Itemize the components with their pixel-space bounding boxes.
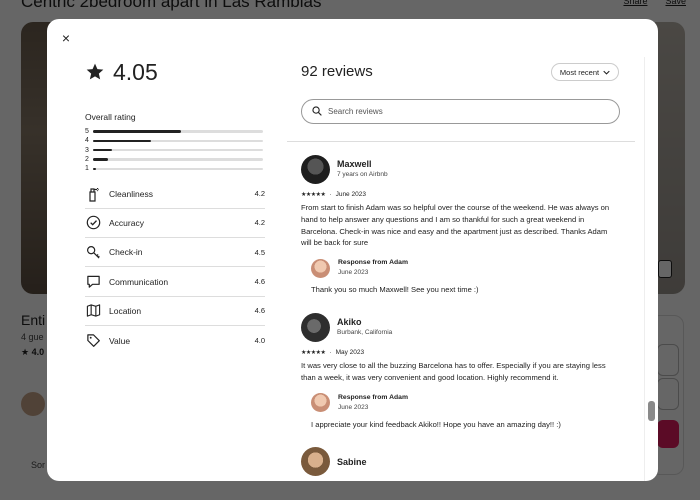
review-meta	[301, 347, 631, 357]
rating-bar-row	[85, 127, 265, 136]
category-row-check-in	[85, 238, 265, 267]
meta-separator: ·	[329, 190, 332, 198]
spray-bottle-icon	[85, 186, 101, 202]
category-row-communication	[85, 267, 265, 296]
category-label: Location	[109, 305, 142, 316]
rating-bar-fill	[93, 130, 181, 133]
category-row-cleanliness	[85, 179, 265, 208]
sort-dropdown[interactable]	[551, 63, 619, 81]
reviewer-subtitle: 7 years on Airbnb	[337, 171, 388, 178]
search-icon	[312, 103, 322, 121]
chat-bubble-icon	[85, 274, 101, 290]
response-text: I appreciate your kind feedback Akiko!! Hope you have an amazing day!! :)	[311, 419, 561, 429]
tag-icon	[85, 333, 101, 349]
review-date: June 2023	[335, 190, 366, 198]
rating-bar-row	[85, 155, 265, 164]
rating-bar-fill	[93, 168, 96, 171]
category-label: Accuracy	[109, 217, 144, 228]
overall-rating-title: Overall rating	[85, 112, 136, 122]
review-text: It was very close to all the buzzing Barcelona has to offer. Especially if you are staying less than a week, it was very convenient and good location. Highly recommend it.	[301, 361, 606, 382]
search-reviews-box[interactable]	[301, 99, 620, 124]
overall-score: 4.05	[113, 58, 158, 85]
review-header	[301, 311, 631, 343]
map-icon	[85, 303, 101, 319]
review-header	[301, 153, 631, 185]
rating-bar-track	[93, 130, 263, 133]
response-text: Thank you so much Maxwell! See you next time :)	[311, 285, 479, 295]
category-ratings	[85, 179, 265, 355]
category-label: Check-in	[109, 247, 143, 258]
category-score: 4.2	[254, 218, 265, 228]
review-item	[301, 446, 631, 478]
category-score: 4.6	[254, 277, 265, 287]
overall-score-row	[85, 57, 265, 87]
category-label: Communication	[109, 276, 169, 287]
category-label: Cleanliness	[109, 188, 153, 199]
rating-summary	[85, 57, 265, 355]
host-response-header	[311, 258, 631, 278]
review-stars: ★★★★★	[301, 349, 326, 356]
review-text: From start to finish Adam was so helpful over the course of the weekend. He was always on hand to help answer any questions and I am so thankful for such a great weekend in Barcelona. Check-in was nice and easy and the apartment just as described. Thanks Adam will be back for sure	[301, 203, 610, 248]
star-icon	[85, 62, 105, 82]
reviewer-avatar[interactable]	[301, 155, 330, 184]
rating-bar-row	[85, 164, 265, 173]
rating-bar-track	[93, 149, 263, 152]
reviewer-avatar[interactable]	[301, 313, 330, 342]
rating-bar-track	[93, 168, 263, 171]
response-date: June 2023	[338, 269, 369, 277]
scrollbar-thumb[interactable]	[648, 401, 655, 421]
reviews-modal	[47, 19, 658, 481]
rating-bar-fill	[93, 140, 151, 143]
response-title: Response from Adam	[338, 393, 408, 401]
review-list	[301, 153, 631, 478]
category-row-value	[85, 326, 265, 355]
host-avatar	[311, 259, 330, 278]
rating-bar-row	[85, 136, 265, 145]
reviewer-name: Akiko	[337, 317, 362, 328]
response-date: June 2023	[338, 403, 369, 411]
check-circle-icon	[85, 215, 101, 231]
reviews-count-title: 92 reviews	[301, 63, 373, 80]
review-item	[301, 311, 631, 429]
review-header	[301, 446, 631, 478]
reviewer-avatar[interactable]	[301, 447, 330, 476]
category-score: 4.5	[254, 247, 265, 257]
category-row-location	[85, 297, 265, 326]
review-date: May 2023	[335, 348, 365, 356]
search-input[interactable]	[328, 107, 608, 116]
rating-bar-track	[93, 140, 263, 143]
host-response-header	[311, 393, 631, 413]
rating-bar-row	[85, 146, 265, 155]
sort-label: Most recent	[559, 67, 600, 77]
category-score: 4.0	[254, 336, 265, 346]
header-divider	[287, 141, 635, 142]
reviewer-name: Sabine	[337, 456, 367, 467]
review-meta	[301, 189, 631, 199]
close-button[interactable]: ×	[61, 30, 71, 46]
response-title: Response from Adam	[338, 259, 408, 267]
category-score: 4.6	[254, 306, 265, 316]
category-label: Value	[109, 335, 131, 346]
reviewer-subtitle: Burbank, California	[337, 329, 393, 337]
rating-bar-label: 2	[85, 156, 89, 164]
meta-separator: ·	[329, 348, 332, 356]
rating-bar-fill	[93, 149, 112, 152]
category-score: 4.2	[254, 189, 265, 199]
rating-bar-label: 4	[85, 137, 89, 145]
chevron-down-icon	[603, 68, 610, 77]
key-icon	[85, 244, 101, 260]
reviewer-name: Maxwell	[337, 159, 372, 169]
rating-bar-label: 5	[85, 128, 89, 136]
review-item	[301, 153, 631, 294]
rating-bar-label: 3	[85, 146, 89, 154]
rating-bar-track	[93, 158, 263, 161]
host-avatar	[311, 393, 330, 412]
review-stars: ★★★★★	[301, 191, 326, 198]
rating-bar-label: 1	[85, 165, 89, 173]
category-row-accuracy	[85, 209, 265, 238]
rating-distribution	[85, 127, 265, 173]
scrollbar-track	[644, 57, 645, 481]
rating-bar-fill	[93, 158, 108, 161]
